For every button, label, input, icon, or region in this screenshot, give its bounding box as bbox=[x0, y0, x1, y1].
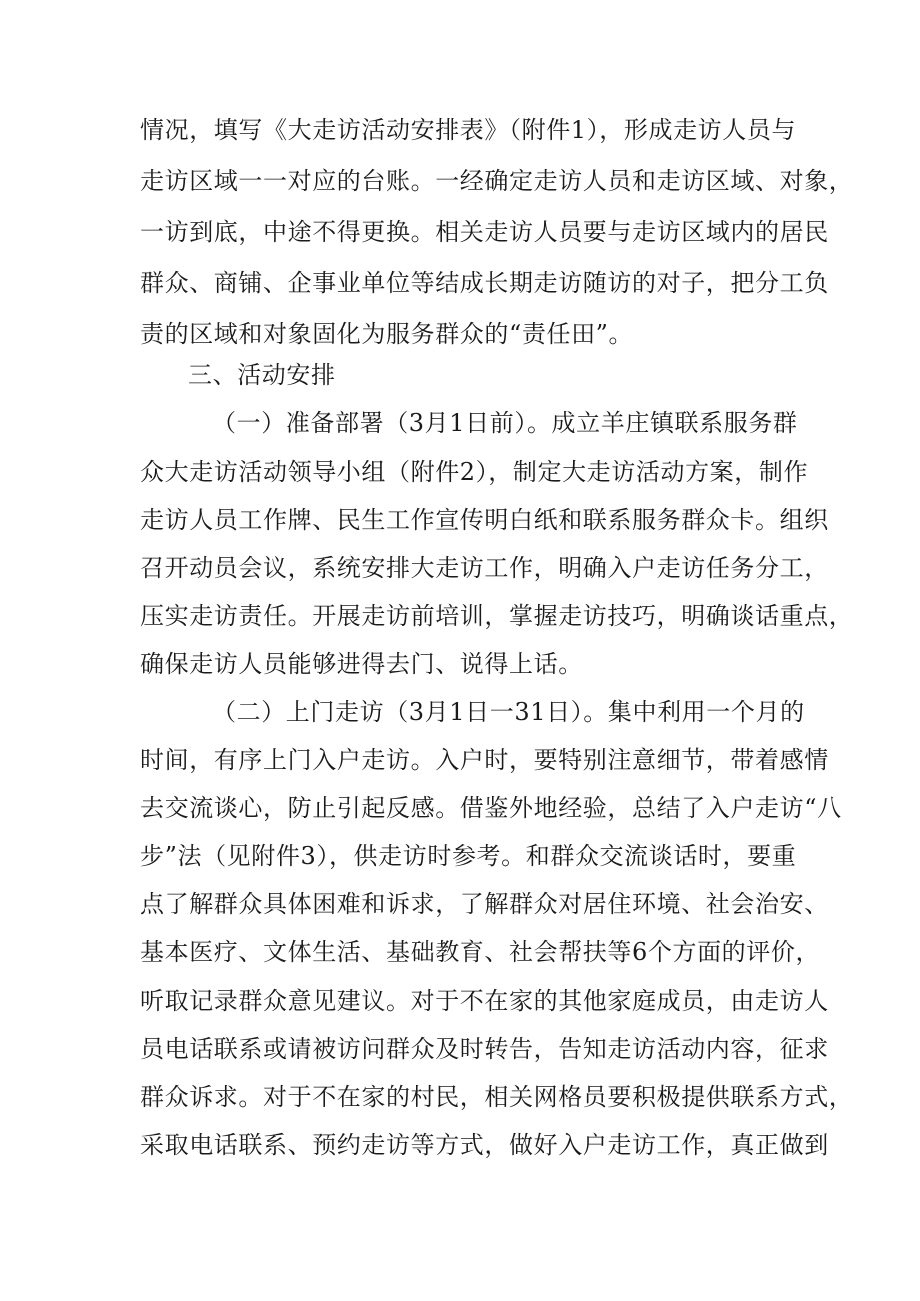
section-heading: 三、活动安排 bbox=[188, 361, 336, 389]
body-line: （一）准备部署（3月1日前）。成立羊庄镇联系服务群 bbox=[212, 409, 798, 437]
body-line: 群众诉求。对于不在家的村民，相关网格员要积极提供联系方式， bbox=[140, 1083, 854, 1111]
body-line: 时间，有序上门入户走访。入户时，要特别注意细节，带着感情 bbox=[140, 746, 829, 774]
body-line: 走访区域一一对应的台账。一经确定走访人员和走访区域、对象， bbox=[140, 167, 854, 195]
body-line: 一访到底，中途不得更换。相关走访人员要与走访区域内的居民 bbox=[140, 218, 829, 246]
body-line: 去交流谈心，防止引起反感。借鉴外地经验，总结了入户走访“八 bbox=[140, 794, 842, 822]
body-line: 走访人员工作牌、民生工作宣传明白纸和联系服务群众卡。组织 bbox=[140, 506, 829, 534]
body-line: 听取记录群众意见建议。对于不在家的其他家庭成员，由走访人 bbox=[140, 987, 829, 1015]
body-line: 压实走访责任。开展走访前培训，掌握走访技巧，明确谈话重点， bbox=[140, 602, 854, 630]
body-line: 众大走访活动领导小组（附件2），制定大走访活动方案，制作 bbox=[140, 458, 809, 486]
body-line: 情况，填写《大走访活动安排表》（附件1），形成走访人员与 bbox=[140, 116, 797, 144]
body-line: 采取电话联系、预约走访等方式，做好入户走访工作，真正做到 bbox=[140, 1131, 829, 1159]
body-line: 责的区域和对象固化为服务群众的“责任田”。 bbox=[140, 320, 634, 348]
body-line: 员电话联系或请被访问群众及时转告，告知走访活动内容，征求 bbox=[140, 1035, 829, 1063]
body-line: 召开动员会议，系统安排大走访工作，明确入户走访任务分工， bbox=[140, 554, 829, 582]
body-line: 确保走访人员能够进得去门、说得上话。 bbox=[140, 650, 583, 678]
body-line: 点了解群众具体困难和诉求，了解群众对居住环境、社会治安、 bbox=[140, 890, 829, 918]
body-line: 群众、商铺、企事业单位等结成长期走访随访的对子，把分工负 bbox=[140, 269, 829, 297]
body-line: 步”法（见附件3），供走访时参考。和群众交流谈话时，要重 bbox=[140, 842, 797, 870]
body-line: 基本医疗、文体生活、基础教育、社会帮扶等6个方面的评价， bbox=[140, 938, 821, 966]
body-line: （二）上门走访（3月1日一31日）。集中利用一个月的 bbox=[212, 698, 805, 726]
